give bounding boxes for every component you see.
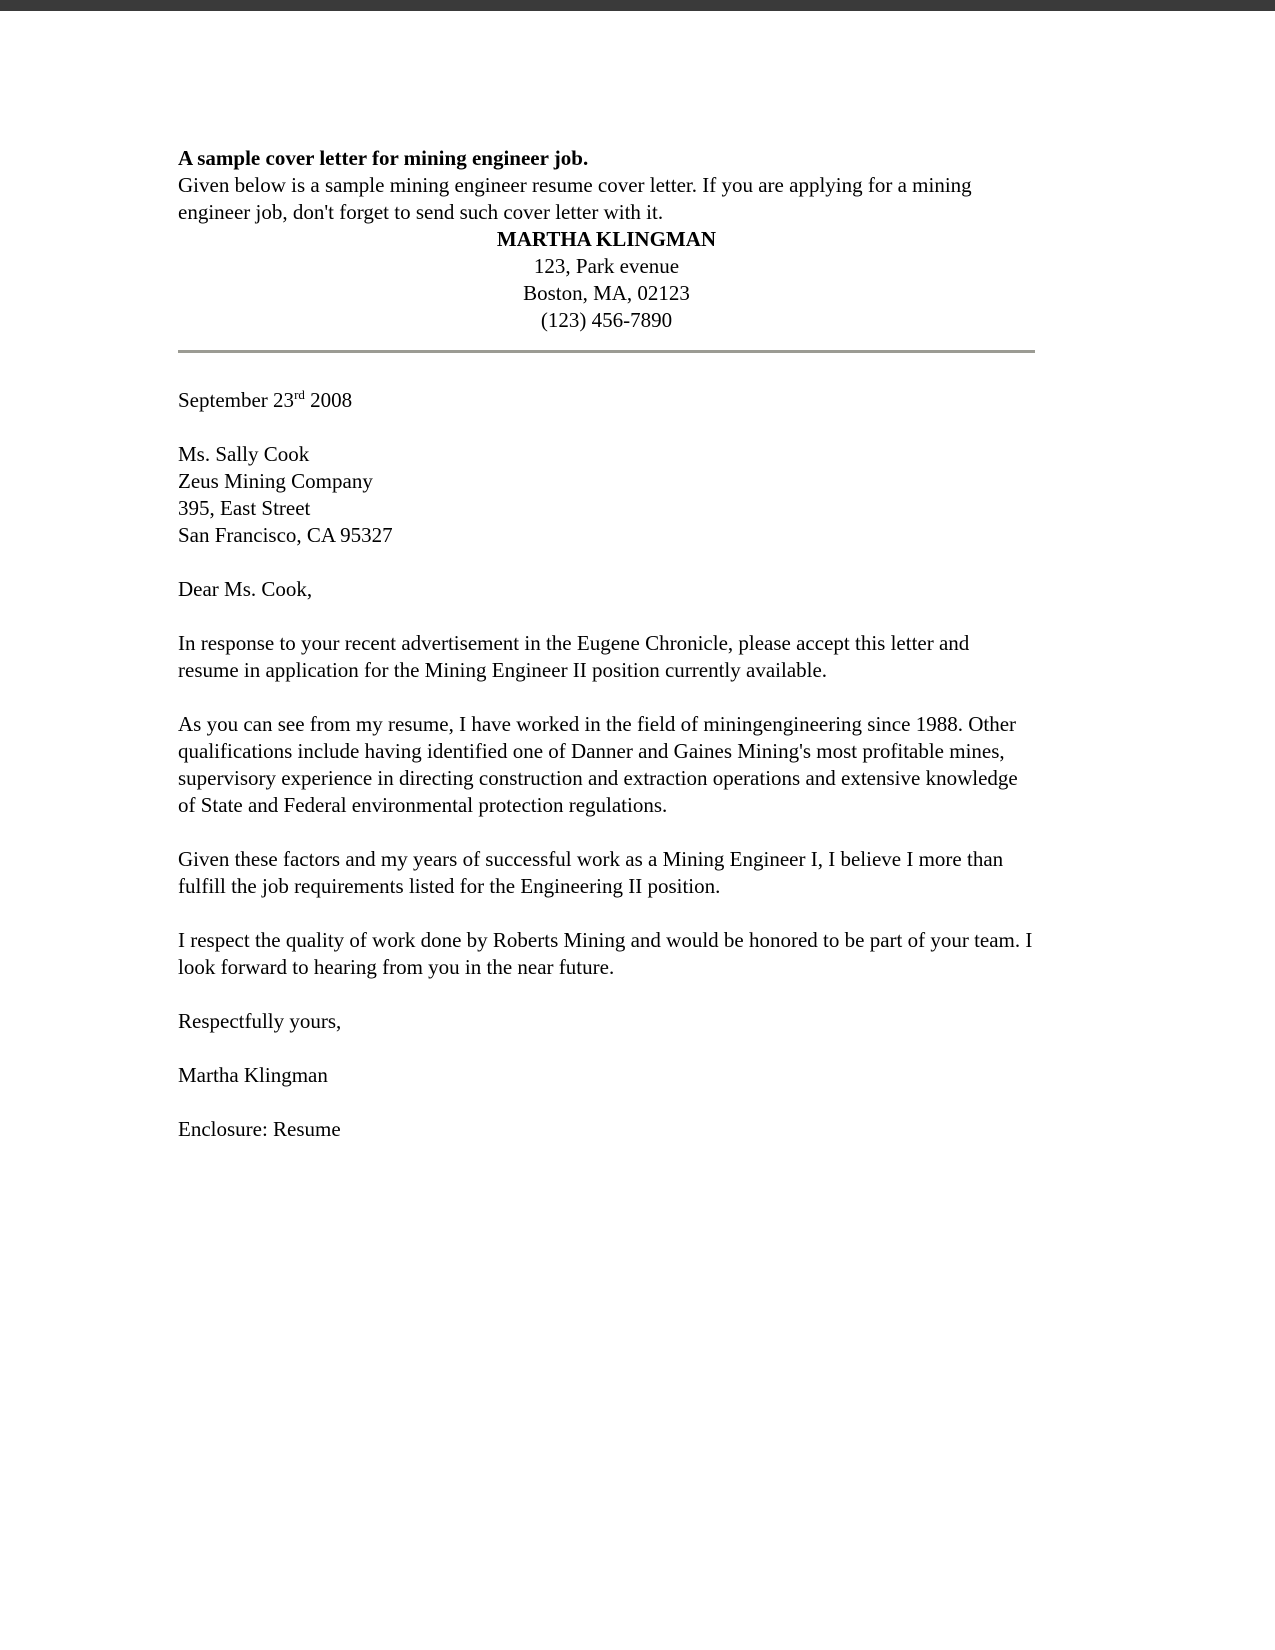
body-paragraph: Given these factors and my years of successful work as a Mining Engineer I, I believe I more than fulfill the job requirements listed for the Engineering II position. [178, 847, 1004, 898]
body-paragraph: I respect the quality of work done by Roberts Mining and would be honored to be part of your team. I look forward to hearing from you in the near future. [178, 928, 1033, 979]
sender-name: MARTHA KLINGMAN [496, 227, 717, 251]
date-line [178, 387, 1035, 414]
recipient-line-city: San Francisco, CA 95327 [178, 523, 393, 547]
header-divider [178, 350, 1035, 353]
signature-name: Martha Klingman [178, 1063, 328, 1087]
sender-address-line1: 123, Park evenue [533, 254, 680, 278]
letter-heading: A sample cover letter for mining engineer job. [178, 146, 589, 170]
sender-block [178, 226, 1035, 334]
top-border-bar [0, 0, 1275, 11]
date-text-before: September 23 [178, 388, 295, 412]
salutation: Dear Ms. Cook, [178, 577, 313, 601]
date-ordinal: rd [294, 387, 305, 402]
recipient-line-street: 395, East Street [178, 496, 311, 520]
date-text-after: 2008 [310, 388, 353, 412]
recipient-line-name: Ms. Sally Cook [178, 442, 310, 466]
recipient-line-company: Zeus Mining Company [178, 469, 373, 493]
body-paragraph: As you can see from my resume, I have worked in the field of miningengineering since 1988. Other qualifications include having identified one of Danner and Gaines Mining's most profitable mines, supervisory experience in directing construction and extraction operations and extensive knowledge of State and Federal environmental protection regulations. [178, 712, 1018, 817]
body-paragraph: In response to your recent advertisement in the Eugene Chronicle, please accept this letter and resume in application for the Mining Engineer II position currently available. [178, 631, 970, 682]
letter-intro: Given below is a sample mining engineer resume cover letter. If you are applying for a mining engineer job, don't forget to send such cover letter with it. [178, 173, 972, 224]
closing: Respectfully yours, [178, 1009, 342, 1033]
enclosure-note: Enclosure: Resume [178, 1117, 341, 1141]
recipient-block [178, 441, 1035, 549]
sender-address-line2: Boston, MA, 02123 [523, 281, 690, 305]
sender-phone: (123) 456-7890 [540, 308, 673, 332]
